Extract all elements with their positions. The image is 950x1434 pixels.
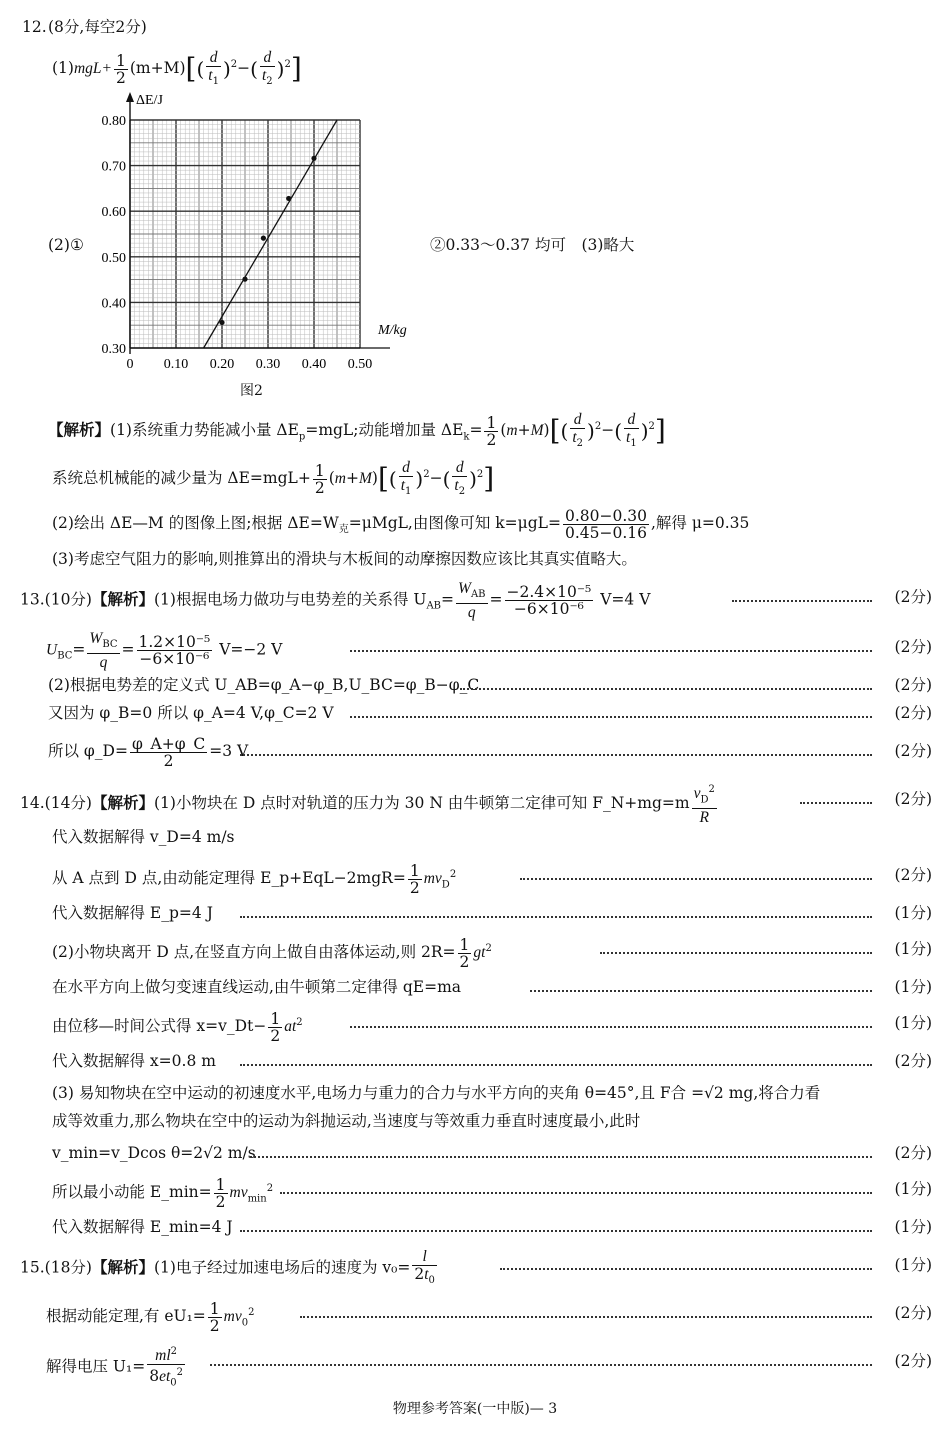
x-tick-label: 0.40 (301, 357, 327, 372)
q14-line-4: 代入数据解得 E_p=4 J (1分) (52, 904, 932, 922)
x-tick-label: 0.50 (347, 357, 373, 372)
y-tick-label: 0.70 (101, 159, 126, 175)
figure-caption: 图2 (240, 383, 263, 399)
q14-line-11: v_min=v_Dcos θ=2√2 m/s (2分) (52, 1144, 932, 1162)
q13-line-3: (2)根据电势差的定义式 U_AB=φ_A−φ_B,U_BC=φ_B−φ_C (2分) (48, 676, 932, 694)
q14-line-6: 在水平方向上做匀变速直线运动,由牛顿第二定律得 qE=ma (1分) (52, 978, 932, 996)
q14-line-10: 成等效重力,那么物块在空中的运动为斜抛运动,当速度与等效重力垂直时速度最小,此时 (52, 1112, 641, 1130)
figure-caption-row (0, 374, 950, 408)
y-tick-label: 0.50 (101, 250, 126, 266)
q14-line-3: 从 A 点到 D 点,由动能定理得 E_p+EqL−2mgR= $\frac{1}{2}$ $mv_D^2$ (2分) (52, 861, 932, 897)
q15-line-3: 解得电压 U₁= $\frac{ml^2}{8et_0^2}$ (2分) (46, 1346, 932, 1389)
q12-header (0, 10, 950, 44)
q14-line-9: (3) 易知物块在空中运动的初速度水平,电场力与重力的合力与水平方向的夹角 θ=45°,且 F合 =√2 mg,将合力看 (52, 1084, 821, 1102)
data-point (286, 196, 291, 201)
q14-line-8: 代入数据解得 x=0.8 m (2分) (52, 1052, 932, 1070)
a1-mid: (m+M) (129, 59, 186, 78)
page-footer: 物理参考答案(一中版)— 3 (392, 1401, 558, 1417)
q12-explain-2: 系统总机械能的减少量为 ΔE=mgL+ $\frac{1}{2}$ (m+M)[( $\frac{d}{t_1}$ )$^2$−( $\frac{d}{t_2}$ )$^2$] (52, 458, 495, 497)
q14-line-1: 14.(14分)【解析】(1)小物块在 D 点时对轨道的压力为 30 N 由牛顿第二定律可知 F_N+mg=m $\frac{v_D^2}{R}$ (2分) (20, 784, 932, 827)
q12-explain-1: 【解析】(1)系统重力势能减小量 $\Delta E_p=mgL$;动能增加量 $\Delta E_k=$ $\frac{1}{2}$ (m+M)[( $\frac{d}{t_2}$ )$^2$−( $\frac{d}{t_1}$ )$^2$] (48, 410, 666, 449)
q13-line-2: $U_{BC}=$ $\frac{W_{BC}}{q}$ = $\frac{\text{1.2×10⁻⁵}}{\text{−6×10⁻⁶}}$ V=−2 V (2分) (46, 630, 932, 672)
data-point (219, 320, 224, 325)
a2-prefix: (2)① (48, 236, 84, 254)
q14-line-12: 所以最小动能 E_min= $\frac{1}{2}$ $mv_{min}^2$ (1分) (52, 1175, 932, 1211)
q14-line-2: 代入数据解得 v_D=4 m/s (52, 828, 235, 846)
q12-explain-4: (3)考虑空气阻力的影响,则推算出的滑块与木板间的动摩擦因数应该比其真实值略大。 (52, 550, 637, 568)
y-tick-label: 0.30 (101, 342, 126, 357)
q15-line-2: 根据动能定理,有 eU₁= $\frac{1}{2}$ $mv_0^2$ (2分) (46, 1299, 932, 1335)
q12-answer-1: (1)mgL+ $\frac{1}{2}$ (m+M)[( $\frac{d}{t_1}$ )$^2$−( $\frac{d}{t_2}$ )$^2$] (52, 48, 302, 87)
x-axis-label: M/kg (378, 323, 407, 338)
y-axis-label: ΔE/J (136, 93, 163, 108)
q13-line-1: 13.(10分)【解析】(1)根据电场力做功与电势差的关系得 $U_{AB}=$ $\frac{W_{AB}}{q}$ = $\frac{\text{−2.4×10⁻⁵}}{\text{−6×10⁻⁶}}$ V=4 V (2分) (20, 580, 932, 622)
q12-number: 12. (22, 18, 47, 36)
x-tick-label: 0 (126, 357, 134, 372)
a1-prefix: (1) (52, 59, 74, 78)
a1-text: mgL+ (73, 60, 112, 78)
y-tick-label: 0.60 (101, 205, 126, 221)
q15-line-1: 15.(18分)【解析】(1)电子经过加速电场后的速度为 v₀= $\frac{l}{2t_0}$ (1分) (20, 1248, 932, 1287)
q12-score: (8分,每空2分) (48, 18, 147, 36)
q14-line-5: (2)小物块离开 D 点,在竖直方向上做自由落体运动,则 2R= $\frac{1}{2}$ $gt^2$ (1分) (52, 935, 932, 971)
q12-answer-2 (0, 228, 950, 262)
explain-tag: 【解析】 (48, 420, 111, 440)
q13-line-5: 所以 φ_D= $\frac{\varphi\_A+\varphi\_C}{2}$ =3 V (2分) (48, 734, 932, 770)
x-tick-label: 0.30 (255, 357, 281, 372)
q14-line-7: 由位移—时间公式得 x=v_Dt− $\frac{1}{2}$ $at^2$ (1分) (52, 1009, 932, 1045)
y-tick-label: 0.80 (101, 114, 126, 129)
x-tick-label: 0.20 (209, 357, 235, 372)
q12-explain-3: (2)绘出 ΔE—M 的图像上图;根据 $\Delta E=W_克=\mu MgL$,由图像可知 k=μgL= $\frac{0.80-0.30}{0.45-0.16}$ ,解得 μ=0.35 (52, 506, 750, 542)
y-axis-arrow (126, 92, 134, 102)
x-tick-label: 0.10 (163, 357, 189, 372)
data-point (311, 156, 316, 161)
a2-rest: ②0.33～0.37 均可 (3)略大 (430, 236, 635, 254)
data-point (242, 277, 247, 282)
y-tick-label: 0.40 (101, 296, 126, 312)
q13-line-4: 又因为 φ_B=0 所以 φ_A=4 V,φ_C=2 V (2分) (48, 704, 932, 722)
q14-line-13: 代入数据解得 E_min=4 J (1分) (52, 1218, 932, 1236)
